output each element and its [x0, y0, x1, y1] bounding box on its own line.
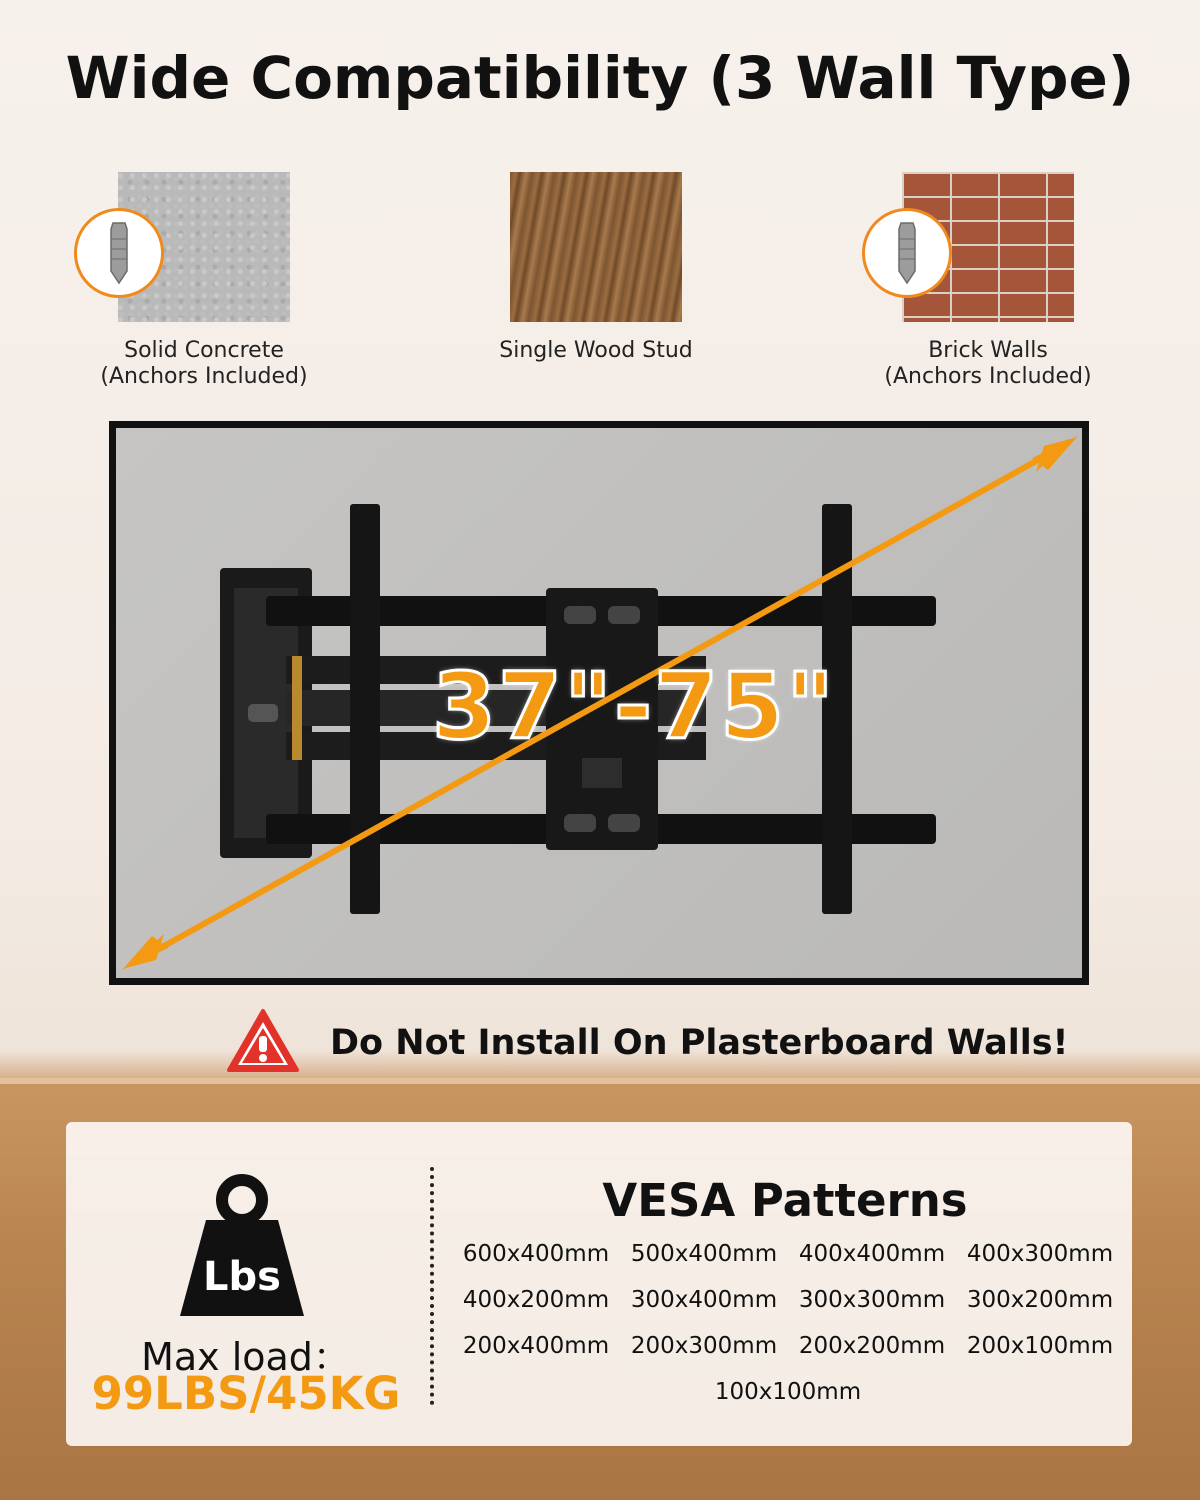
wood-texture: [510, 172, 682, 322]
wall-type-wood: [446, 172, 746, 364]
vesa-pattern: 200x400mm: [462, 1333, 610, 1359]
wall-type-note: (Anchors Included): [884, 364, 1092, 389]
vesa-pattern: 500x400mm: [630, 1241, 778, 1267]
weight-icon: [176, 1172, 308, 1322]
wall-type-note: (Anchors Included): [100, 364, 308, 389]
max-load-value: 99LBS/45KG: [91, 1367, 401, 1420]
vesa-block: [438, 1122, 1132, 1446]
wall-type-name: Solid Concrete: [124, 338, 284, 363]
warning-banner: [226, 1005, 1069, 1081]
warning-text: Do Not Install On Plasterboard Walls!: [330, 1023, 1069, 1063]
divider: [430, 1167, 434, 1405]
tv-frame: [109, 421, 1089, 985]
page-title: Wide Compatibility (3 Wall Type): [65, 44, 1135, 112]
vesa-pattern: 300x400mm: [630, 1287, 778, 1313]
anchor-icon: [862, 208, 952, 298]
vesa-pattern: 200x200mm: [798, 1333, 946, 1359]
tv-screen: [116, 428, 1082, 978]
wall-type-concrete: [54, 172, 354, 390]
weight-icon-label: Lbs: [203, 1254, 281, 1300]
vesa-pattern: 200x100mm: [966, 1333, 1114, 1359]
max-load-label: Max load：: [141, 1335, 351, 1379]
warning-triangle-icon: [226, 1008, 300, 1078]
wall-type-name: Brick Walls: [928, 338, 1048, 363]
vesa-pattern: 400x300mm: [966, 1241, 1114, 1267]
vesa-pattern: 400x200mm: [462, 1287, 610, 1313]
max-load-block: [66, 1122, 426, 1446]
vesa-pattern: 400x400mm: [798, 1241, 946, 1267]
wall-type-name: Single Wood Stud: [499, 338, 693, 363]
screen-size-range: 37"-75": [432, 653, 837, 760]
spec-panel: [66, 1122, 1132, 1446]
vesa-pattern-list: [448, 1234, 1128, 1418]
vesa-pattern: 100x100mm: [714, 1379, 862, 1405]
vesa-pattern: 200x300mm: [630, 1333, 778, 1359]
vesa-title: VESA Patterns: [602, 1174, 968, 1227]
concrete-texture: [118, 172, 290, 322]
vesa-pattern: 300x300mm: [798, 1287, 946, 1313]
vesa-pattern: 300x200mm: [966, 1287, 1114, 1313]
anchor-icon: [74, 208, 164, 298]
brick-texture: [902, 172, 1074, 322]
vesa-pattern: 600x400mm: [462, 1241, 610, 1267]
wall-type-brick: [838, 172, 1138, 390]
